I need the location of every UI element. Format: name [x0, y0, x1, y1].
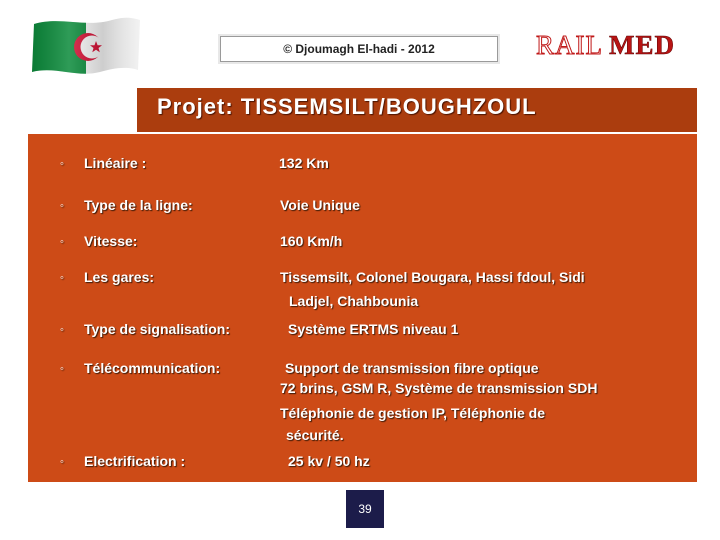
row-label-lineaire: Linéaire : — [84, 155, 147, 171]
row-value-gares-line1: Tissemsilt, Colonel Bougara, Hassi fdoul, Sidi — [280, 269, 585, 285]
row-value-telecom-line1: Support de transmission fibre optique — [285, 360, 539, 376]
row-value-lineaire: 132 Km — [279, 155, 329, 171]
row-value-gares-line2: Ladjel, Chahbounia — [289, 293, 419, 309]
bullet-icon: ◦ — [60, 324, 64, 336]
row-label-gares: Les gares: — [84, 269, 155, 285]
bullet-icon: ◦ — [60, 363, 64, 375]
row-value-electrification: 25 kv / 50 hz — [288, 453, 370, 469]
row-value-telecom-line3: Téléphonie de gestion IP, Téléphonie de — [280, 405, 546, 421]
page-number: 39 — [358, 502, 372, 516]
row-label-vitesse: Vitesse: — [84, 233, 138, 249]
row-value-telecom-line4: sécurité. — [286, 427, 344, 443]
logo-rail-text: RAIL — [536, 30, 603, 60]
bullet-icon: ◦ — [60, 456, 64, 468]
page-number-box — [346, 490, 384, 528]
bullet-icon: ◦ — [60, 236, 64, 248]
row-label-type-ligne: Type de la ligne: — [84, 197, 193, 213]
copyright-box: © Djoumagh El-hadi - 2012 — [220, 36, 498, 62]
row-value-vitesse: 160 Km/h — [280, 233, 343, 249]
row-label-signalisation: Type de signalisation: — [84, 321, 230, 337]
bullet-icon: ◦ — [60, 158, 64, 170]
row-value-signalisation: Système ERTMS niveau 1 — [288, 321, 459, 337]
row-label-telecommunication: Télécommunication: — [84, 360, 221, 376]
title-bar — [137, 88, 697, 132]
row-value-telecom-line2: 72 brins, GSM R, Système de transmission SDH — [280, 380, 598, 396]
row-label-electrification: Electrification : — [84, 453, 186, 469]
bullet-icon: ◦ — [60, 272, 64, 284]
logo-med-text: MED — [609, 30, 675, 60]
bullet-icon: ◦ — [60, 200, 64, 212]
rail-med-logo — [536, 30, 675, 61]
row-value-type-ligne: Voie Unique — [280, 197, 360, 213]
algeria-flag-image — [30, 14, 142, 78]
slide-title: Projet: TISSEMSILT/BOUGHZOUL — [157, 94, 537, 119]
